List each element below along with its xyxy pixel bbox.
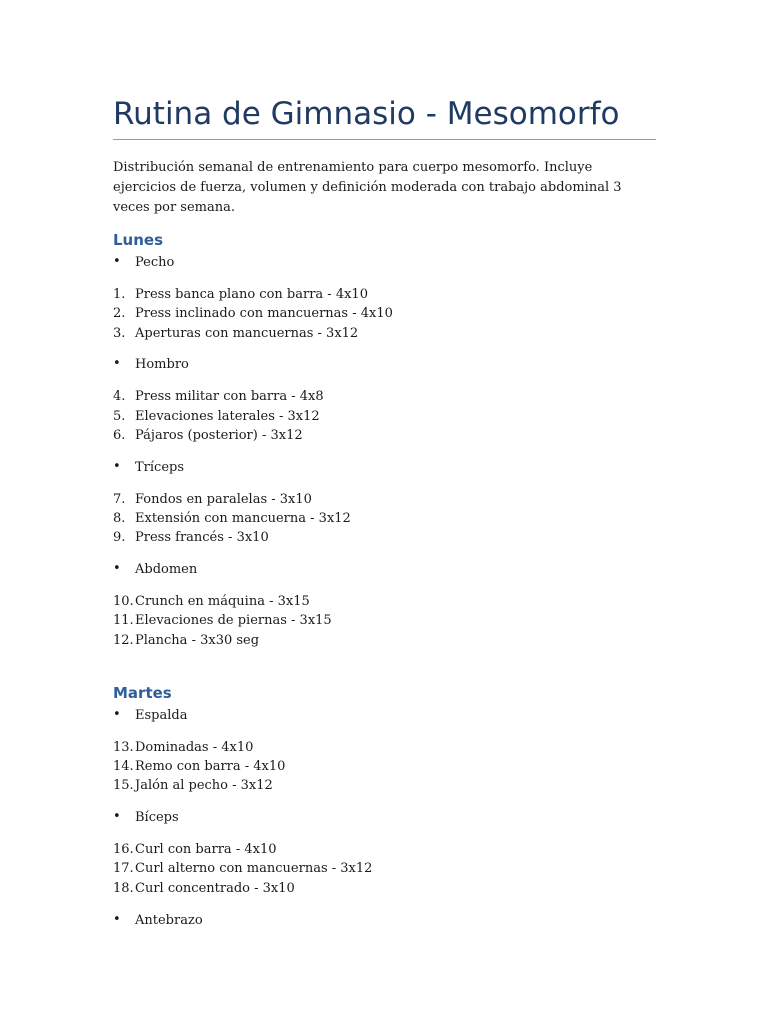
list-number: 4. — [113, 389, 126, 404]
bullet-dot-icon: • — [113, 912, 121, 927]
list-number: 10. — [113, 594, 134, 609]
group-label: Hombro — [135, 357, 189, 372]
day-heading-lunes: Lunes — [113, 231, 164, 249]
group-label: Espalda — [135, 708, 188, 723]
list-number: 8. — [113, 511, 126, 526]
exercise-text: Plancha - 3x30 seg — [135, 633, 260, 648]
list-number: 18. — [113, 881, 134, 896]
exercise-text: Curl con barra - 4x10 — [135, 842, 277, 857]
exercise-text: Pájaros (posterior) - 3x12 — [135, 428, 303, 443]
group-label: Tríceps — [135, 460, 185, 475]
list-number: 3. — [113, 326, 126, 341]
list-number: 6. — [113, 428, 126, 443]
list-number: 14. — [113, 759, 134, 774]
bullet-dot-icon: • — [113, 254, 121, 269]
group-label: Pecho — [135, 255, 175, 270]
list-number: 11. — [113, 613, 134, 628]
group-label: Antebrazo — [135, 913, 203, 928]
day-heading-martes: Martes — [113, 684, 172, 702]
exercise-text: Press francés - 3x10 — [135, 530, 269, 545]
list-number: 5. — [113, 409, 126, 424]
exercise-text: Aperturas con mancuernas - 3x12 — [135, 326, 359, 341]
exercise-text: Crunch en máquina - 3x15 — [135, 594, 310, 609]
bullet-dot-icon: • — [113, 809, 121, 824]
list-number: 2. — [113, 306, 126, 321]
group-label: Abdomen — [135, 562, 198, 577]
exercise-text: Elevaciones de piernas - 3x15 — [135, 613, 332, 628]
list-number: 1. — [113, 287, 126, 302]
bullet-dot-icon: • — [113, 561, 121, 576]
list-number: 12. — [113, 633, 134, 648]
exercise-text: Elevaciones laterales - 3x12 — [135, 409, 320, 424]
bullet-dot-icon: • — [113, 707, 121, 722]
list-number: 7. — [113, 492, 126, 507]
list-number: 16. — [113, 842, 134, 857]
exercise-text: Press inclinado con mancuernas - 4x10 — [135, 306, 393, 321]
exercise-text: Jalón al pecho - 3x12 — [135, 778, 273, 793]
list-number: 17. — [113, 861, 134, 876]
intro-paragraph: Distribución semanal de entrenamiento para cuerpo mesomorfo. Incluye ejercicios de fuerza, volumen y definición moderada con trabajo abdominal 3 veces por semana. — [113, 160, 622, 215]
list-number: 13. — [113, 740, 134, 755]
exercise-text: Extensión con mancuerna - 3x12 — [135, 511, 351, 526]
bullet-dot-icon: • — [113, 356, 121, 371]
bullet-dot-icon: • — [113, 459, 121, 474]
exercise-text: Remo con barra - 4x10 — [135, 759, 286, 774]
document-title: Rutina de Gimnasio - Mesomorfo — [113, 96, 620, 132]
exercise-text: Curl concentrado - 3x10 — [135, 881, 295, 896]
exercise-text: Press militar con barra - 4x8 — [135, 389, 324, 404]
exercise-text: Dominadas - 4x10 — [135, 740, 254, 755]
list-number: 15. — [113, 778, 134, 793]
list-number: 9. — [113, 530, 126, 545]
exercise-text: Curl alterno con mancuernas - 3x12 — [135, 861, 373, 876]
title-divider — [113, 139, 656, 140]
group-label: Bíceps — [135, 810, 179, 825]
exercise-text: Press banca plano con barra - 4x10 — [135, 287, 368, 302]
exercise-text: Fondos en paralelas - 3x10 — [135, 492, 312, 507]
